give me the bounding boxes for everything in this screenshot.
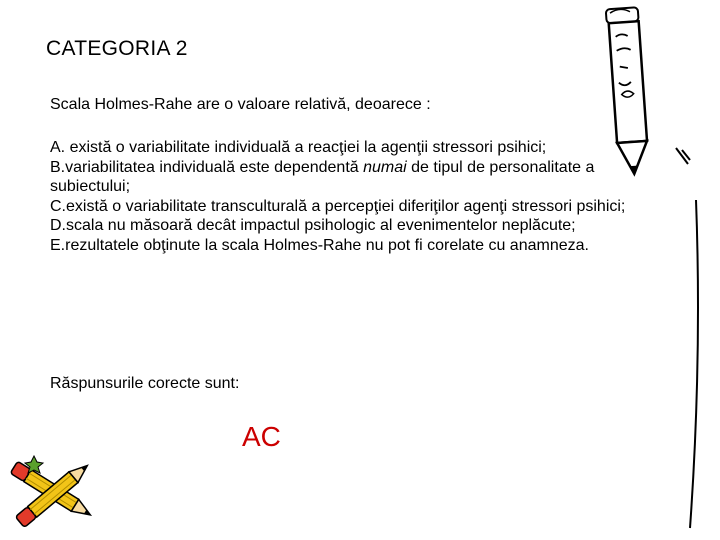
- option-b: [50, 158, 630, 197]
- option-d: D.scala nu măsoară decât impactul psihologic al evenimentelor neplăcute;: [50, 217, 576, 235]
- crossed-pencils-clipart-icon: [0, 448, 110, 540]
- option-e: E.rezultatele obţinute la scala Holmes-Rahe nu pot fi corelate cu anamneza.: [50, 236, 589, 254]
- answer-options: [50, 138, 630, 256]
- option-b-text-end: de tipul de personalitate a subiectului;: [50, 158, 595, 196]
- slide-title: CATEGORIA 2: [46, 37, 188, 60]
- option-a: A. există o variabilitate individuală a reacţiei la agenţii stressori psihici;: [50, 139, 547, 156]
- option-b-emphasis: numai: [363, 158, 407, 176]
- option-c: C.există o variabilitate transculturală a percepţiei diferiţilor agenţi stressori psihici;: [50, 197, 626, 215]
- correct-answer: AC: [242, 421, 281, 452]
- question-intro: Scala Holmes-Rahe are o valoare relativă, deoarece :: [50, 96, 431, 113]
- option-b-text-start: B.variabilitatea individuală este dependentă: [50, 158, 364, 176]
- answer-label: Răspunsurile corecte sunt:: [50, 375, 240, 392]
- pencil-clipart-icon: [596, 0, 716, 530]
